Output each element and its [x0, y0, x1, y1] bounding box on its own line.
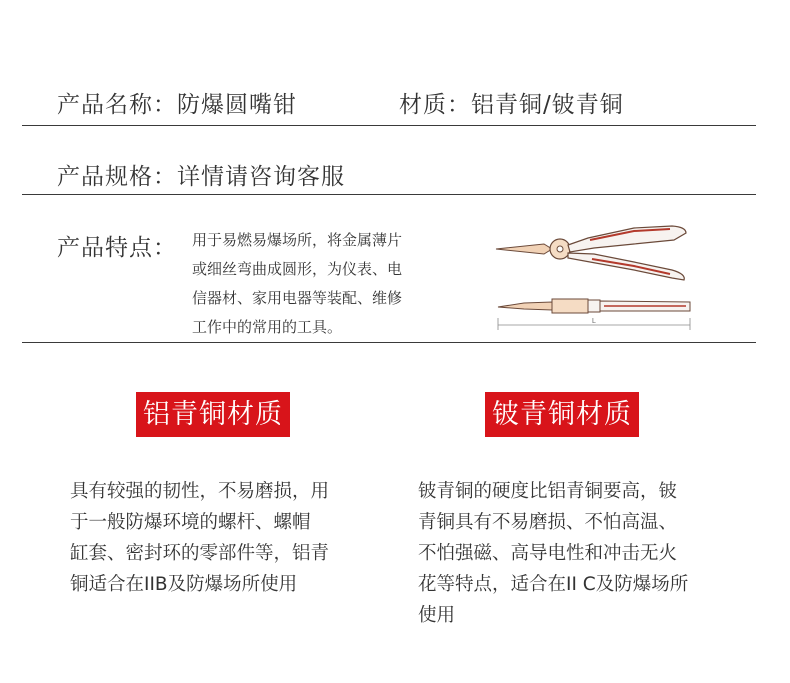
aluminum-line: 具有较强的韧性，不易磨损，用 — [70, 481, 330, 502]
features-line: 用于易燃易爆场所，将金属薄片 — [192, 231, 403, 249]
product-name-row — [57, 86, 297, 119]
beryllium-description — [418, 476, 688, 631]
beryllium-line: 使用 — [418, 605, 456, 626]
features-line: 工作中的常用的工具。 — [192, 318, 343, 336]
divider-1 — [22, 125, 756, 126]
divider-2 — [22, 194, 756, 195]
material-row — [399, 86, 624, 119]
beryllium-line: 青铜具有不易磨损、不怕高温、 — [418, 512, 678, 533]
material-label: 材质： — [399, 92, 471, 118]
features-text — [192, 226, 472, 342]
dimension-label: L — [592, 318, 596, 325]
beryllium-line: 花等特点，适合在II C及防爆场所 — [418, 574, 689, 595]
beryllium-bronze-badge: 铍青铜材质 — [485, 392, 639, 437]
spec-label: 产品规格： — [57, 164, 177, 190]
material-value: 铝青铜/铍青铜 — [471, 92, 624, 118]
product-name-value: 防爆圆嘴钳 — [177, 92, 297, 118]
plier-jaw-icon — [496, 244, 552, 254]
aluminum-line: 缸套、密封环的零部件等，铝青 — [70, 543, 330, 564]
plier-diagram — [494, 218, 694, 333]
features-line: 或细丝弯曲成圆形，为仪表、电 — [192, 260, 403, 278]
beryllium-line: 不怕强磁、高导电性和冲击无火 — [418, 543, 678, 564]
beryllium-line: 铍青铜的硬度比铝青铜要高，铍 — [418, 481, 678, 502]
aluminum-bronze-badge: 铝青铜材质 — [136, 392, 290, 437]
aluminum-line: 于一般防爆环境的螺杆、螺帽 — [70, 512, 311, 533]
features-line: 信器材、家用电器等装配、维修 — [192, 289, 403, 307]
spec-row — [57, 158, 345, 191]
divider-3 — [22, 342, 756, 343]
aluminum-line: 铜适合在IIB及防爆场所使用 — [70, 574, 298, 595]
product-name-label: 产品名称： — [57, 92, 177, 118]
spec-value: 详情请咨询客服 — [177, 164, 345, 190]
features-label: 产品特点： — [57, 235, 177, 261]
aluminum-description — [70, 476, 329, 600]
